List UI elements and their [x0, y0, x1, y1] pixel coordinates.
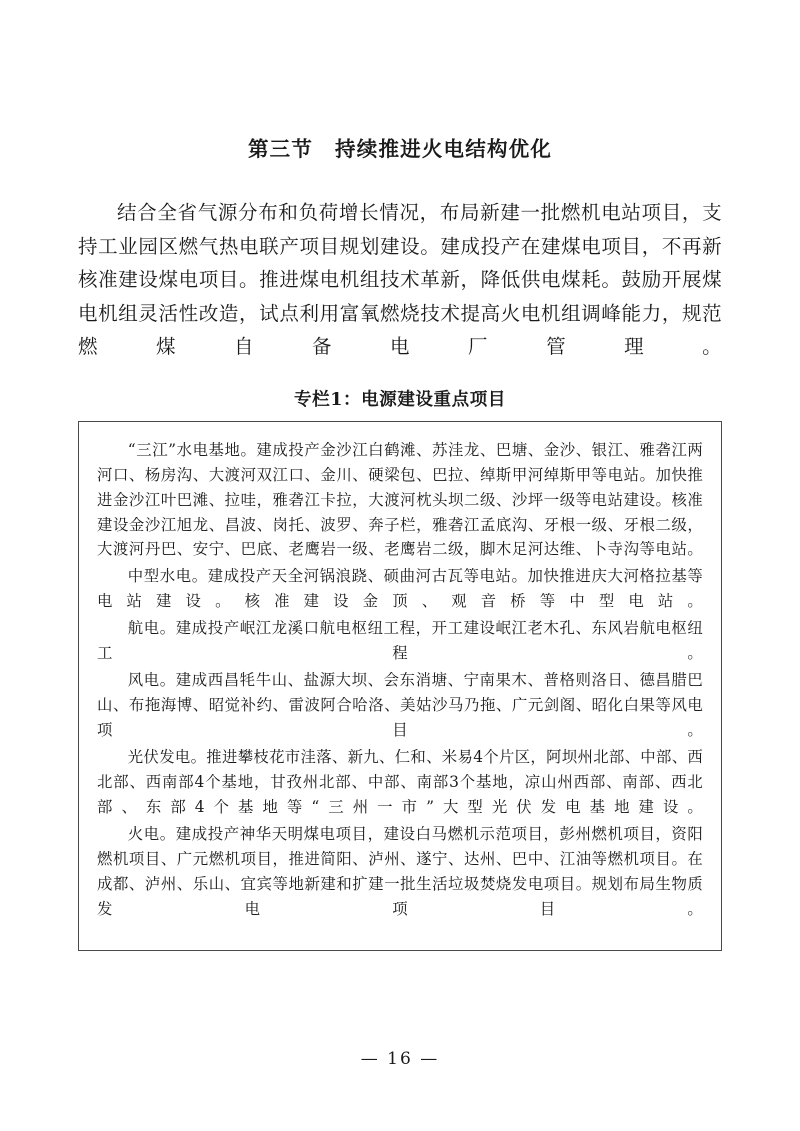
callout-paragraph-3: 航电。建成投产岷江龙溪口航电枢纽工程，开工建设岷江老木孔、东风岩航电枢纽工程。 [97, 619, 703, 663]
callout-paragraph-5: 光伏发电。推进攀枝花市洼落、新九、仁和、米易4个片区，阿坝州北部、中部、西北部、西南部4个基地，甘孜州北部、中部、南部3个基地，凉山州西部、南部、西北部、东部4个基地等“三州一市”大型光伏发电基地建设。 [97, 748, 703, 816]
callout-paragraph-2: 中型水电。建成投产天全河锅浪跷、硕曲河古瓦等电站。加快推进庆大河格拉基等电站建设。核准建设金顶、观音桥等中型电站。 [97, 567, 703, 611]
callout-paragraph-6: 火电。建成投产神华天明煤电项目，建设白马燃机示范项目，彭州燃机项目，资阳燃机项目、广元燃机项目，推进简阳、泸州、遂宁、达州、巴中、江油等燃机项目。在成都、泸州、乐山、宜宾等地新建和扩建一批生活垃圾焚烧发电项目。规划布局生物质发电项目。 [97, 824, 703, 918]
callout-paragraph-4: 风电。建成西昌牦牛山、盐源大坝、会东消塘、宁南果木、普格则洛日、德昌腊巴山、布拖海博、昭觉补约、雷波阿合哈洛、美姑沙马乃拖、广元剑阁、昭化白果等风电项目。 [97, 671, 703, 740]
section-heading-prefix: 第三节 [247, 137, 314, 161]
section-heading [78, 132, 722, 162]
callout-paragraph-1: “三江”水电基地。建成投产金沙江白鹤滩、苏洼龙、巴塘、金沙、银江、雅砻江两河口、杨房沟、大渡河双江口、金川、硬梁包、巴拉、绰斯甲河绰斯甲等电站。加快推进金沙江叶巴滩、拉哇，雅砻江卡拉，大渡河枕头坝二级、沙坪一级等电站建设。核准建设金沙江旭龙、昌波、岗托、波罗、奔子栏，雅砻江孟底沟、牙根一级、牙根二级，大渡河丹巴、安宁、巴底、老鹰岩一级、老鹰岩二级，脚木足河达维、卜寺沟等电站。 [97, 440, 703, 559]
callout-box [78, 421, 722, 951]
body-paragraph: 结合全省气源分布和负荷增长情况，布局新建一批燃机电站项目，支持工业园区燃气热电联产项目规划建设。建成投产在建煤电项目，不再新核准建设煤电项目。推进煤电机组技术革新，降低供电煤耗。鼓励开展煤电机组灵活性改造，试点利用富氧燃烧技术提高火电机组调峰能力，规范燃煤自备电厂管理。 [78, 201, 722, 359]
section-heading-text: 持续推进火电结构优化 [335, 137, 553, 161]
callout-title: 专栏1：电源建设重点项目 [294, 389, 506, 410]
page-number: — 16 — [360, 1049, 440, 1069]
